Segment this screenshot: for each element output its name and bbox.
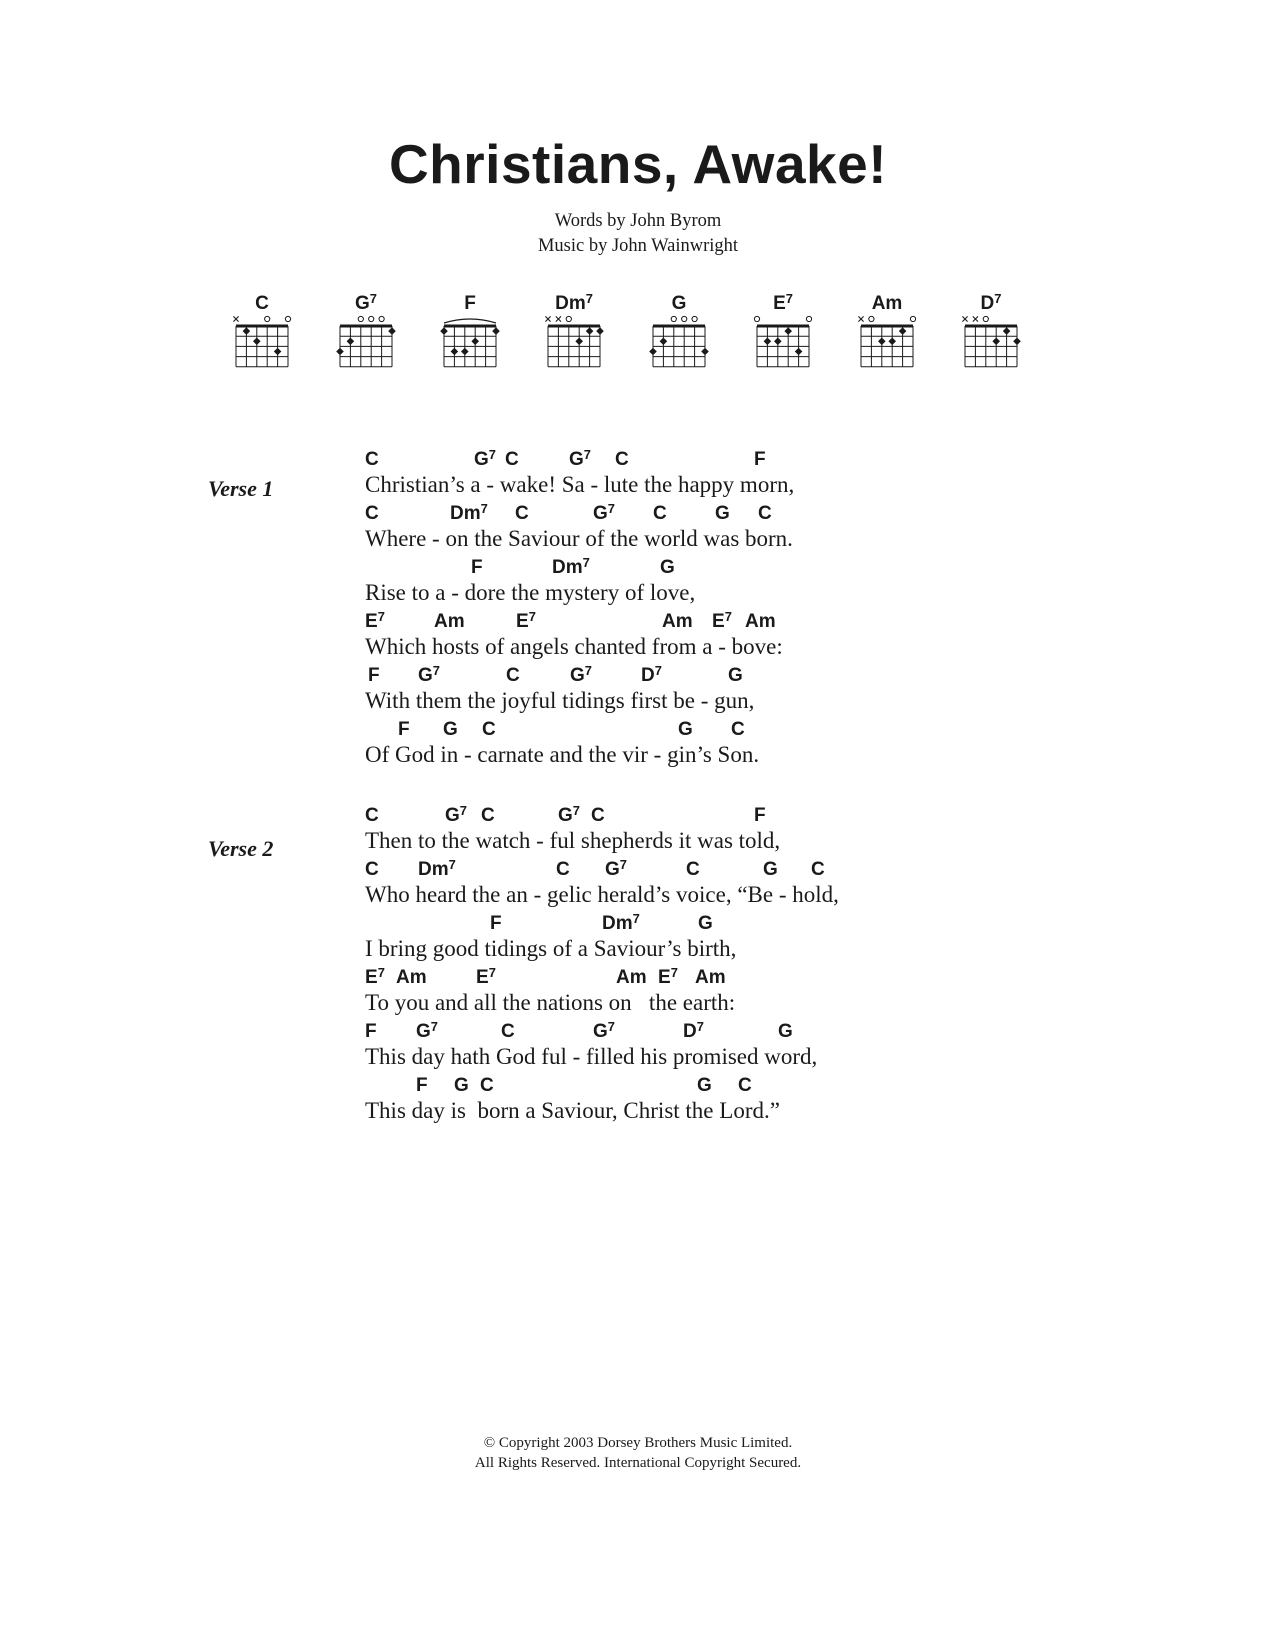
page-title: Christians, Awake! — [388, 133, 888, 195]
lyric-line — [365, 1076, 1185, 1132]
verse-label: Verse 1 — [208, 476, 274, 501]
chord-symbol: C — [365, 449, 379, 470]
chord-grid — [435, 312, 505, 374]
chord-symbol: G — [443, 719, 458, 740]
chord-symbol: C — [365, 805, 379, 826]
chord-diagram — [227, 294, 297, 374]
finger-dot — [1013, 338, 1021, 346]
chord-diagram-name: Am — [871, 293, 903, 314]
chord-symbol: Dm$^7$ — [602, 911, 640, 934]
lyric-text: To you and all the nations on the earth: — [365, 990, 736, 1015]
chord-symbol: $G^7$ — [474, 447, 496, 470]
lyric-text: Then to the watch - ful shepherds it was told, — [365, 828, 781, 853]
chord-symbol: C — [758, 503, 772, 524]
finger-dot — [596, 327, 604, 335]
lyric-text: This day is born a Saviour, Christ the Lord.” — [365, 1098, 780, 1123]
chord-symbol: C — [731, 719, 745, 740]
finger-dot — [575, 338, 583, 346]
chord-symbol: C — [591, 805, 605, 826]
lyric-text: Christian’s a - wake! Sa - lute the happy morn, — [365, 472, 795, 497]
open-string-marker — [983, 316, 988, 321]
chord-diagram-name: Dm$^7$ — [555, 291, 593, 314]
chord-symbol: Am — [434, 611, 465, 632]
chord-symbol: $G^7$ — [605, 857, 627, 880]
chord-symbol: G — [715, 503, 730, 524]
finger-dot — [461, 348, 469, 356]
chord-symbol: G — [678, 719, 693, 740]
lyric-line — [365, 720, 1185, 776]
lyric-text: Who heard the an - gelic herald’s voice, “Be - hold, — [365, 882, 839, 907]
finger-dot — [888, 338, 896, 346]
lyric-line — [365, 609, 1185, 668]
lyric-line — [365, 447, 1185, 506]
chord-symbol: C — [505, 449, 519, 470]
chord-diagram-name: C — [255, 293, 269, 314]
copyright-line: All Rights Reserved. International Copyright Secured. — [474, 1455, 802, 1471]
chord-symbol: G — [698, 913, 713, 934]
chord-symbol: C — [365, 859, 379, 880]
finger-dot — [492, 327, 500, 335]
finger-dot — [701, 348, 709, 356]
chord-symbol: F — [754, 805, 766, 826]
lyric-line — [365, 555, 1185, 614]
lyric-text: Rise to a - dore the mystery of love, — [365, 580, 696, 605]
chord-grid — [956, 312, 1026, 374]
open-string-marker — [806, 316, 811, 321]
chord-diagram — [435, 294, 505, 374]
chord-symbol: $G^7$ — [418, 663, 440, 686]
chord-symbol: Dm$^7$ — [552, 555, 590, 578]
chord-symbol: F — [365, 1021, 377, 1042]
chord-symbol: $D^7$ — [641, 663, 662, 686]
finger-dot — [253, 338, 261, 346]
chord-symbol: Dm$^7$ — [418, 857, 456, 880]
chord-symbol: $E^7$ — [712, 609, 732, 632]
lyric-text: Where - on the Saviour of the world was born. — [365, 526, 793, 551]
open-string-marker — [754, 316, 759, 321]
barre-arc — [444, 319, 496, 323]
chord-symbol: F — [398, 719, 410, 740]
lyric-line — [365, 965, 1185, 1024]
open-string-marker — [566, 316, 571, 321]
chord-symbol: C — [811, 859, 825, 880]
chord-symbol: $E^7$ — [365, 609, 385, 632]
lyric-line — [365, 501, 1185, 560]
chord-grid — [852, 312, 922, 374]
lyric-line — [365, 911, 1185, 970]
chord-symbol: C — [556, 859, 570, 880]
chord-symbol: $G^7$ — [570, 663, 592, 686]
chord-symbol: $G^7$ — [558, 803, 580, 826]
chord-diagram-name: F — [464, 293, 476, 314]
finger-dot — [649, 348, 657, 356]
finger-dot — [795, 348, 803, 356]
chord-symbol: C — [506, 665, 520, 686]
finger-dot — [336, 348, 344, 356]
chord-diagram — [644, 294, 714, 374]
open-string-marker — [692, 316, 697, 321]
chord-symbol: $G^7$ — [569, 447, 591, 470]
music-credit: Music by John Wainwright — [537, 236, 739, 256]
chord-diagram-name: $D^7$ — [980, 291, 1002, 314]
chord-symbol: G — [697, 1075, 712, 1096]
chord-diagram — [748, 291, 818, 374]
chord-symbol: C — [738, 1075, 752, 1096]
open-string-marker — [379, 316, 384, 321]
finger-dot — [1003, 327, 1011, 335]
finger-dot — [440, 327, 448, 335]
chord-symbol: C — [686, 859, 700, 880]
chord-symbol: F — [471, 557, 483, 578]
chord-grid — [748, 312, 818, 374]
chord-symbol: C — [365, 503, 379, 524]
chord-symbol: Am — [616, 967, 647, 988]
chord-symbol: C — [615, 449, 629, 470]
chord-symbol: $E^7$ — [658, 965, 678, 988]
lyric-text: I bring good tidings of a Saviour’s birth, — [365, 936, 737, 961]
chord-grid — [644, 312, 714, 374]
open-string-marker — [682, 316, 687, 321]
open-string-marker — [671, 316, 676, 321]
open-string-marker — [358, 316, 363, 321]
chord-diagram — [956, 291, 1026, 374]
finger-dot — [274, 348, 282, 356]
chord-diagram — [852, 294, 922, 374]
finger-dot — [774, 338, 782, 346]
open-string-marker — [869, 316, 874, 321]
chord-symbol: $E^7$ — [476, 965, 496, 988]
finger-dot — [243, 327, 251, 335]
chord-symbol: C — [515, 503, 529, 524]
chord-diagrams — [0, 0, 1276, 400]
chord-symbol: Am — [662, 611, 693, 632]
chord-symbol: $G^7$ — [445, 803, 467, 826]
finger-dot — [471, 338, 479, 346]
chord-symbol: C — [480, 1075, 494, 1096]
finger-dot — [347, 338, 355, 346]
chord-diagram — [331, 291, 401, 374]
finger-dot — [899, 327, 907, 335]
chord-symbol: Am — [745, 611, 776, 632]
chord-symbol: G — [728, 665, 743, 686]
chord-symbol: G — [778, 1021, 793, 1042]
chord-symbol: Dm$^7$ — [450, 501, 488, 524]
finger-dot — [764, 338, 772, 346]
lyric-text: Which hosts of angels chanted from a - bove: — [365, 634, 783, 659]
chord-symbol: G — [454, 1075, 469, 1096]
chord-grid — [539, 312, 609, 374]
chord-symbol: Am — [396, 967, 427, 988]
chord-symbol: F — [754, 449, 766, 470]
chord-grid — [227, 312, 297, 374]
chord-symbol: $E^7$ — [516, 609, 536, 632]
lyric-line — [365, 1019, 1185, 1078]
finger-dot — [388, 327, 396, 335]
chord-symbol: $G^7$ — [416, 1019, 438, 1042]
lyric-line — [365, 857, 1185, 916]
open-string-marker — [910, 316, 915, 321]
finger-dot — [586, 327, 594, 335]
lyric-text: Of God in - carnate and the vir - gin’s Son. — [365, 742, 760, 767]
chord-symbol: $E^7$ — [365, 965, 385, 988]
finger-dot — [451, 348, 459, 356]
chord-diagram-name: $E^7$ — [773, 291, 793, 314]
chord-symbol: F — [368, 665, 380, 686]
lyric-text: With them the joyful tidings first be - gun, — [365, 688, 755, 713]
chord-symbol: $G^7$ — [593, 501, 615, 524]
lyric-line — [365, 803, 1185, 862]
words-credit: Words by John Byrom — [554, 211, 722, 231]
verse-label: Verse 2 — [208, 836, 274, 861]
chord-symbol: C — [501, 1021, 515, 1042]
chord-symbol: Am — [695, 967, 726, 988]
chord-symbol: $D^7$ — [683, 1019, 704, 1042]
open-string-marker — [265, 316, 270, 321]
lyric-line — [365, 663, 1185, 722]
open-string-marker — [285, 316, 290, 321]
finger-dot — [878, 338, 886, 346]
chord-symbol: G — [763, 859, 778, 880]
chord-symbol: G — [660, 557, 675, 578]
chord-diagram — [539, 291, 609, 374]
lyric-text: This day hath God ful - filled his promised word, — [365, 1044, 818, 1069]
finger-dot — [784, 327, 792, 335]
chord-grid — [331, 312, 401, 374]
chord-diagram-name: $G^7$ — [355, 291, 377, 314]
chord-symbol: $G^7$ — [593, 1019, 615, 1042]
chord-symbol: F — [490, 913, 502, 934]
finger-dot — [992, 338, 1000, 346]
chord-symbol: F — [416, 1075, 428, 1096]
copyright-line: © Copyright 2003 Dorsey Brothers Music Limited. — [483, 1435, 793, 1451]
chord-symbol: C — [482, 719, 496, 740]
chord-symbol: C — [653, 503, 667, 524]
open-string-marker — [369, 316, 374, 321]
chord-diagram-name: G — [671, 293, 687, 314]
finger-dot — [660, 338, 668, 346]
chord-symbol: C — [481, 805, 495, 826]
